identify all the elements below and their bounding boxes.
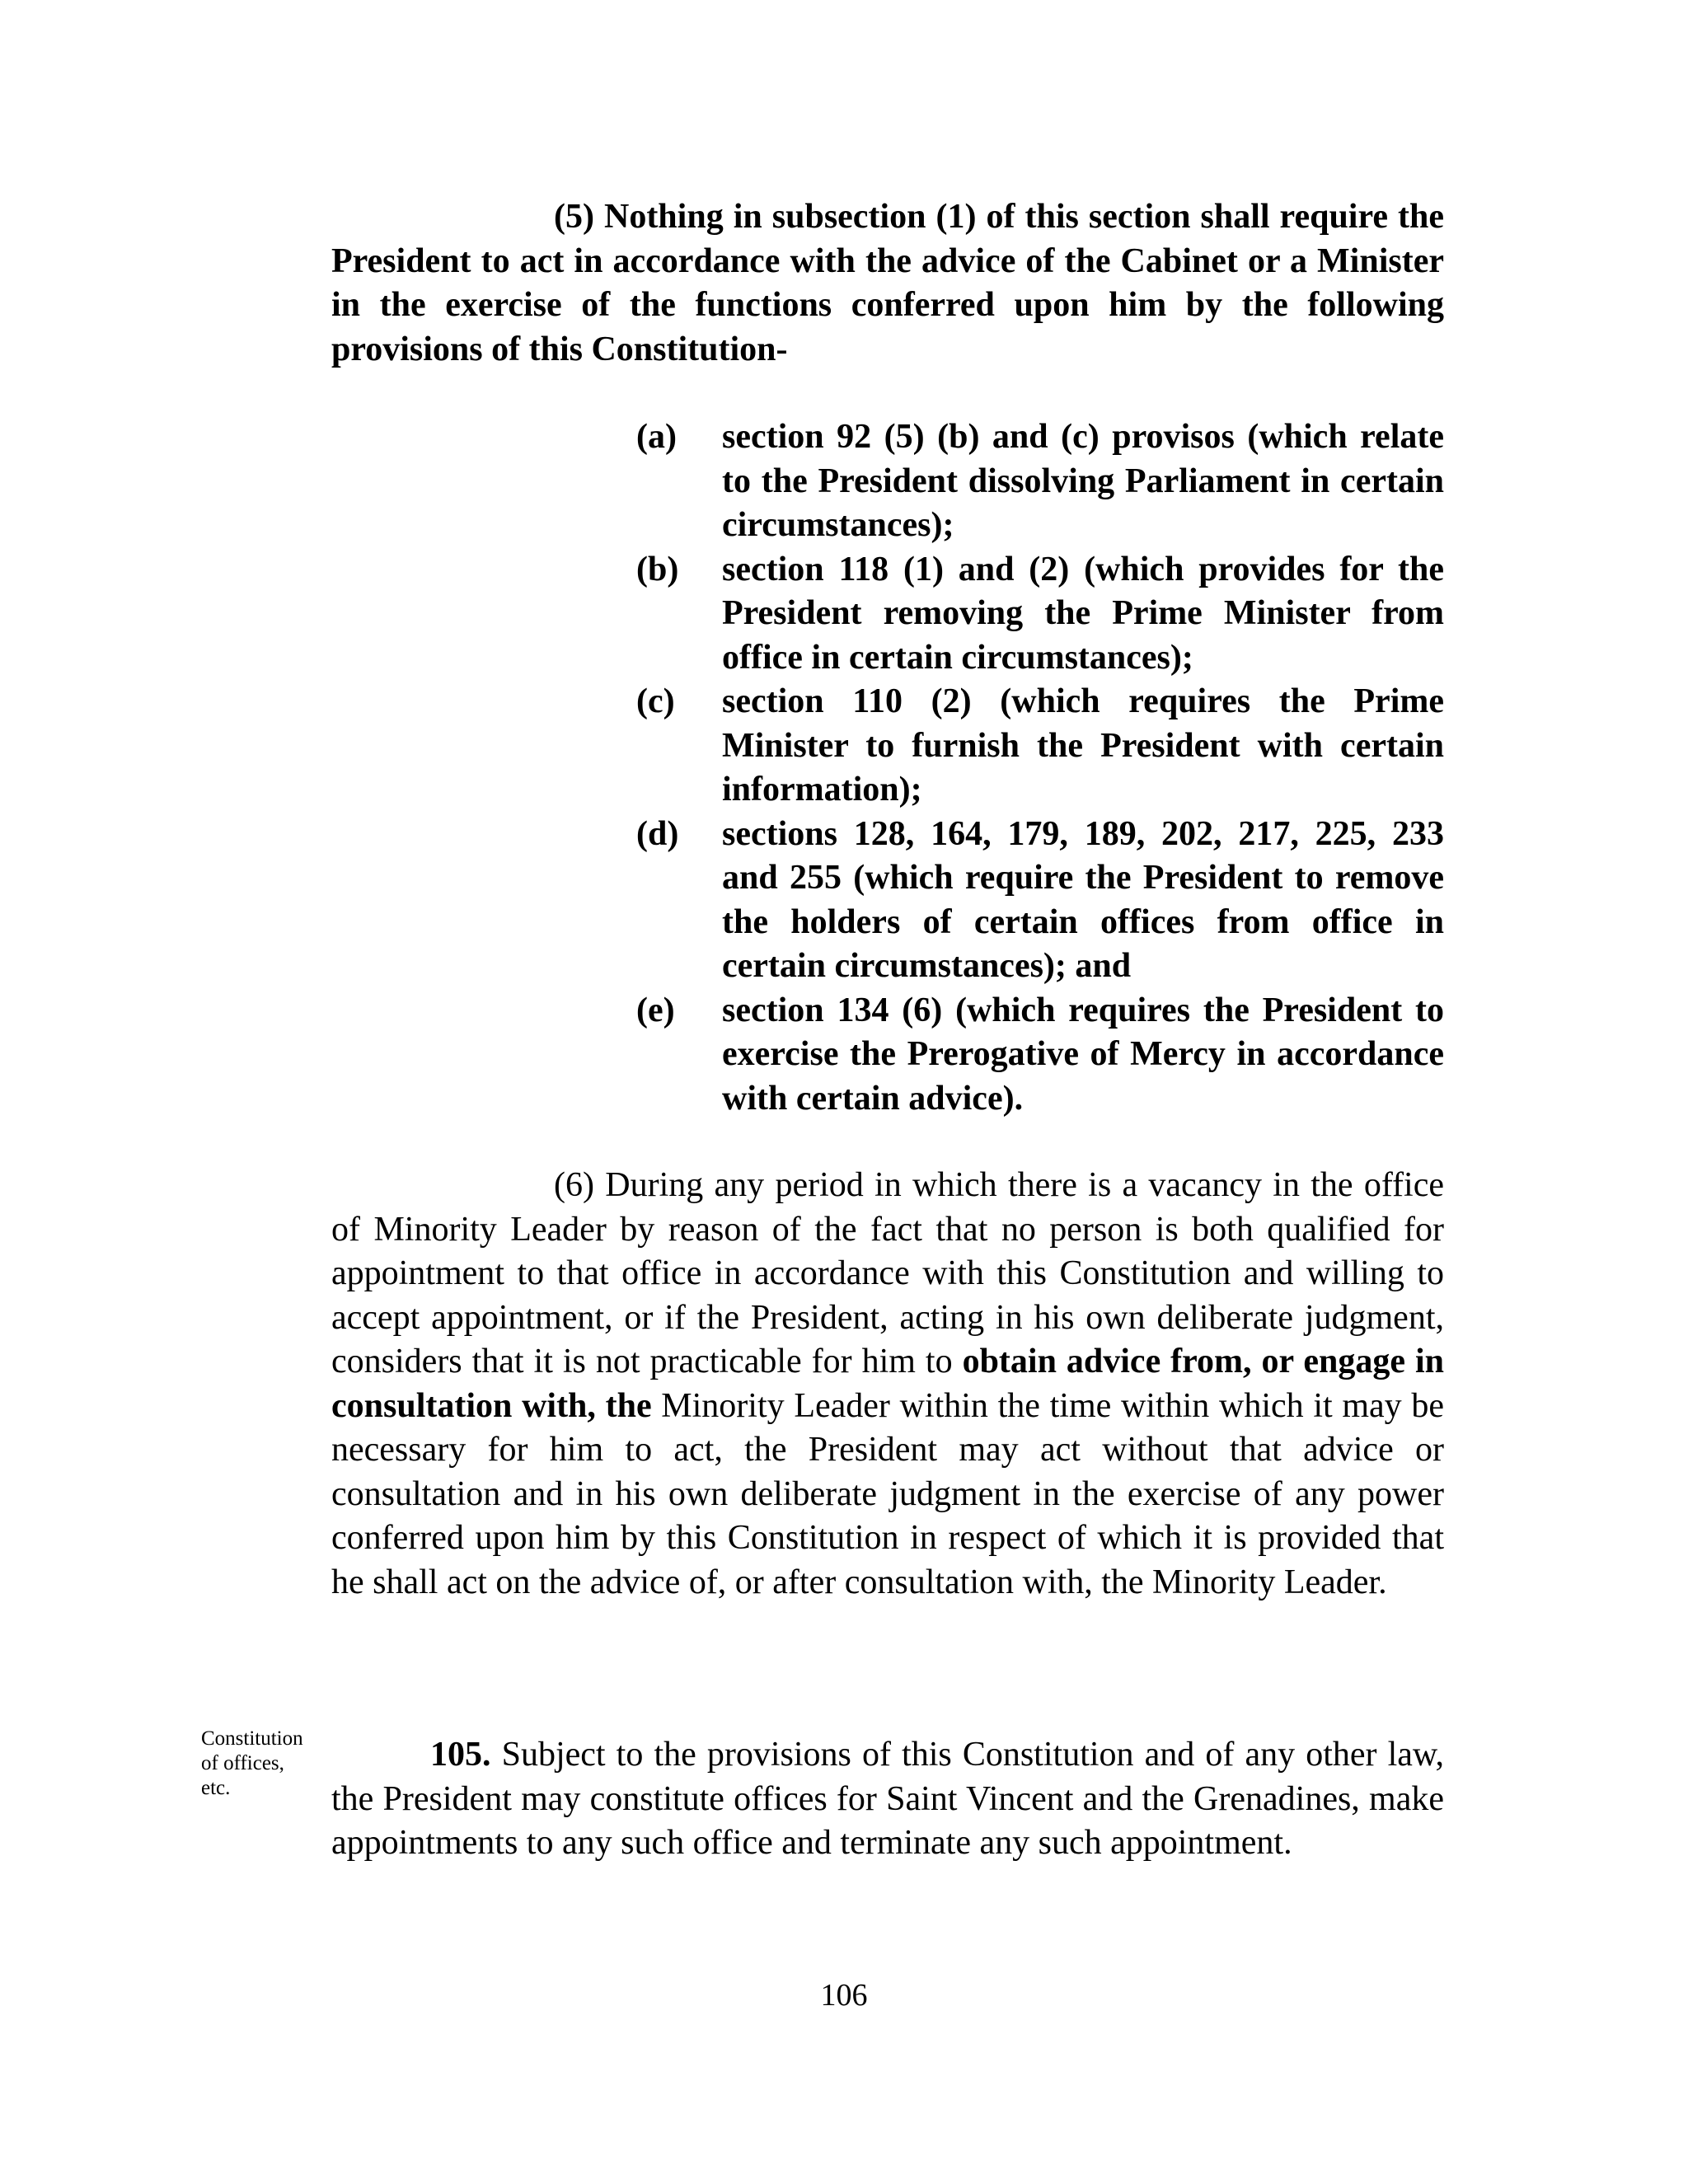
subsection-6-text-end: Minority Leader within the time within which it may be necessary for him to act, the President may act without that advice or consultation and in his own deliberate judgment in the exercise of any power conferred upon him by this Constitution in respect of which it is provided that he shall act on the advice of, or after consultation with, the Minority Leader. — [331, 1386, 1444, 1601]
provision-text: section 134 (6) (which requires the President to exercise the Prerogative of Mercy in accordance with certain advice). — [722, 991, 1444, 1118]
provision-letter: (e) — [636, 991, 675, 1029]
provision-item-c — [636, 680, 1444, 813]
provision-text: sections 128, 164, 179, 189, 202, 217, 225, 233 and 255 (which require the President to remove the holders of certain offices from office in certain circumstances); and — [722, 814, 1444, 985]
provision-text: section 110 (2) (which requires the Prime Minister to furnish the President with certain information); — [722, 682, 1444, 808]
subsection-5-paragraph: (5) Nothing in subsection (1) of this section shall require the President to act in accordance with the advice of the Cabinet or a Minister in the exercise of the functions conferred upon him by the following provisions of this Constitution- — [331, 198, 1444, 368]
subsection-6-bold-text: obtain advice from, or engage in consultation with, the — [331, 1343, 1445, 1425]
provision-text: section 118 (1) and (2) (which provides for the President removing the Prime Minister from office in certain circumstances); — [722, 550, 1444, 677]
provision-item-b — [636, 548, 1444, 681]
provision-letter: (b) — [636, 550, 679, 588]
provision-text: section 92 (5) (b) and (c) provisos (which relate to the President dissolving Parliament in certain circumstances); — [722, 418, 1444, 544]
provision-letter: (d) — [636, 814, 679, 853]
provision-item-e — [636, 989, 1444, 1122]
page-number: 106 — [820, 1978, 868, 2013]
provisions-list — [636, 415, 1444, 1121]
provision-letter: (a) — [636, 418, 677, 456]
subsection-6-text-start: (6) During any period in which there is a vacancy in the office of Minority Leader by reason of the fact that no person is both qualified for appointment to that office in accordance with this Constitution and willing to accept appointment, or if the President, acting in his own deliberate judgment, considers that it is not practicable for him to — [331, 1166, 1444, 1380]
section-105-margin-note: Constitution of offices, etc. — [201, 1727, 303, 1799]
section-105-paragraph — [331, 1733, 1444, 1866]
provision-item-a — [636, 415, 1444, 548]
section-105-text: Subject to the provisions of this Constitution and of any other law, the President may constitute offices for Saint Vincent and the Grenadines, make appointments to any such office and terminate any such appointment. — [331, 1736, 1444, 1862]
provision-letter: (c) — [636, 682, 675, 720]
provision-item-d — [636, 813, 1444, 989]
section-105-number: 105. — [430, 1736, 491, 1774]
subsection-6-paragraph — [331, 1164, 1444, 1605]
